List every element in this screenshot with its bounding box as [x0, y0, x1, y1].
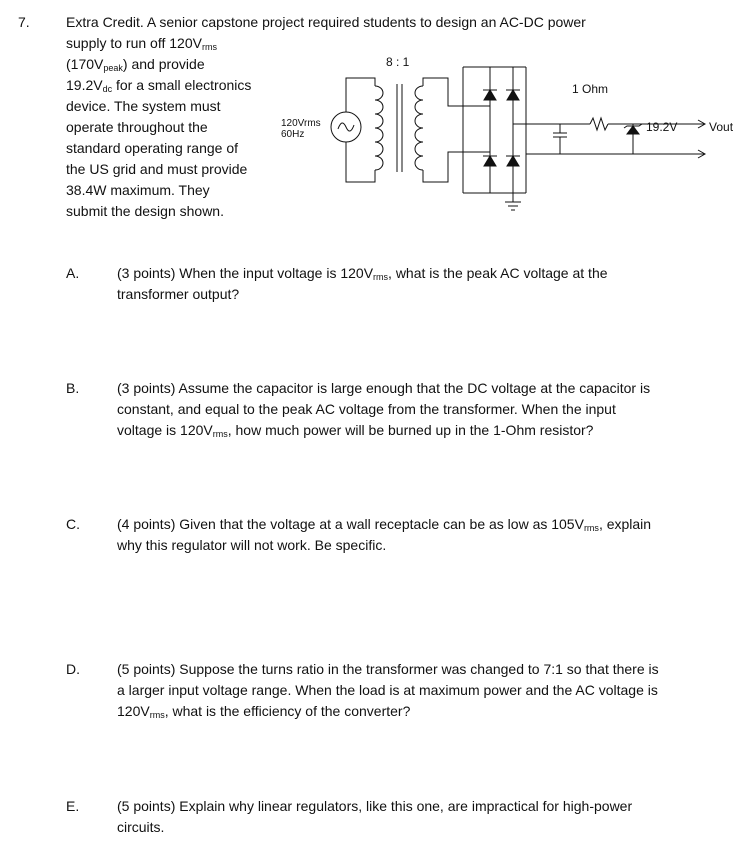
question-e-text: (5 points) Explain why linear regulators, like this one, are impractical for high-power circuits.: [117, 798, 633, 835]
intro-line-4: $19.2V_{dc}$ for a small electronics: [66, 77, 252, 94]
question-b-text: (3 points) Assume the capacitor is large enough that the DC voltage at the capacitor is constant, and equal to the peak AC voltage from the transformer. When the input voltage is $120V_{rms}$, how much power will be burned up in the 1-Ohm resistor?: [117, 380, 651, 439]
problem-number: 7.: [18, 14, 30, 30]
diode-d2-icon: [507, 90, 519, 100]
circuit-diagram: [0, 0, 744, 240]
secondary-coil-icon: [415, 86, 423, 170]
source-voltage-label: 120Vrms: [281, 118, 321, 129]
diode-d3-icon: [484, 156, 496, 166]
resistor-label: 1 Ohm: [572, 82, 609, 96]
intro-line-10: submit the design shown.: [66, 203, 224, 219]
question-a-text: (3 points) When the input voltage is $120V_{rms}$, what is the peak AC voltage at the transformer output?: [117, 265, 608, 302]
intro-line-7: standard operating range of: [66, 140, 239, 156]
resistor-icon: [590, 118, 608, 130]
vout-label: Vout: [709, 120, 734, 134]
intro-line-1: Extra Credit. A senior capstone project required students to design an AC-DC power: [66, 14, 586, 30]
diode-d1-icon: [484, 90, 496, 100]
question-a-letter: A.: [66, 265, 80, 281]
question-e-letter: E.: [66, 798, 80, 814]
question-c-letter: C.: [66, 516, 80, 532]
question-c-text: (4 points) Given that the voltage at a wall receptacle can be as low as $105V_{rms}$, explain why this regulator will not work. Be specific.: [117, 516, 652, 553]
primary-coil-icon: [375, 86, 383, 170]
question-d-text: (5 points) Suppose the turns ratio in the transformer was changed to 7:1 so that there is a larger input voltage range. When the load is at maximum power and the AC voltage is $120V_{rms}$, what is the efficiency of the converter?: [117, 661, 659, 720]
turns-ratio-label: 8 : 1: [386, 55, 410, 69]
question-d-letter: D.: [66, 661, 80, 677]
source-frequency-label: 60Hz: [281, 129, 305, 140]
question-b-letter: B.: [66, 380, 80, 396]
intro-line-8: the US grid and must provide: [66, 161, 248, 177]
intro-line-6: operate throughout the: [66, 119, 208, 135]
zener-label: 19.2V: [646, 120, 678, 134]
intro-line-2: supply to run off $120V_{rms}$: [66, 35, 217, 52]
intro-line-3: $(170V_{peak})$ and provide: [66, 56, 205, 73]
intro-line-5: device. The system must: [66, 98, 221, 114]
diode-d4-icon: [507, 156, 519, 166]
zener-diode-icon: [627, 126, 639, 134]
intro-line-9: 38.4W maximum. They: [66, 182, 210, 198]
